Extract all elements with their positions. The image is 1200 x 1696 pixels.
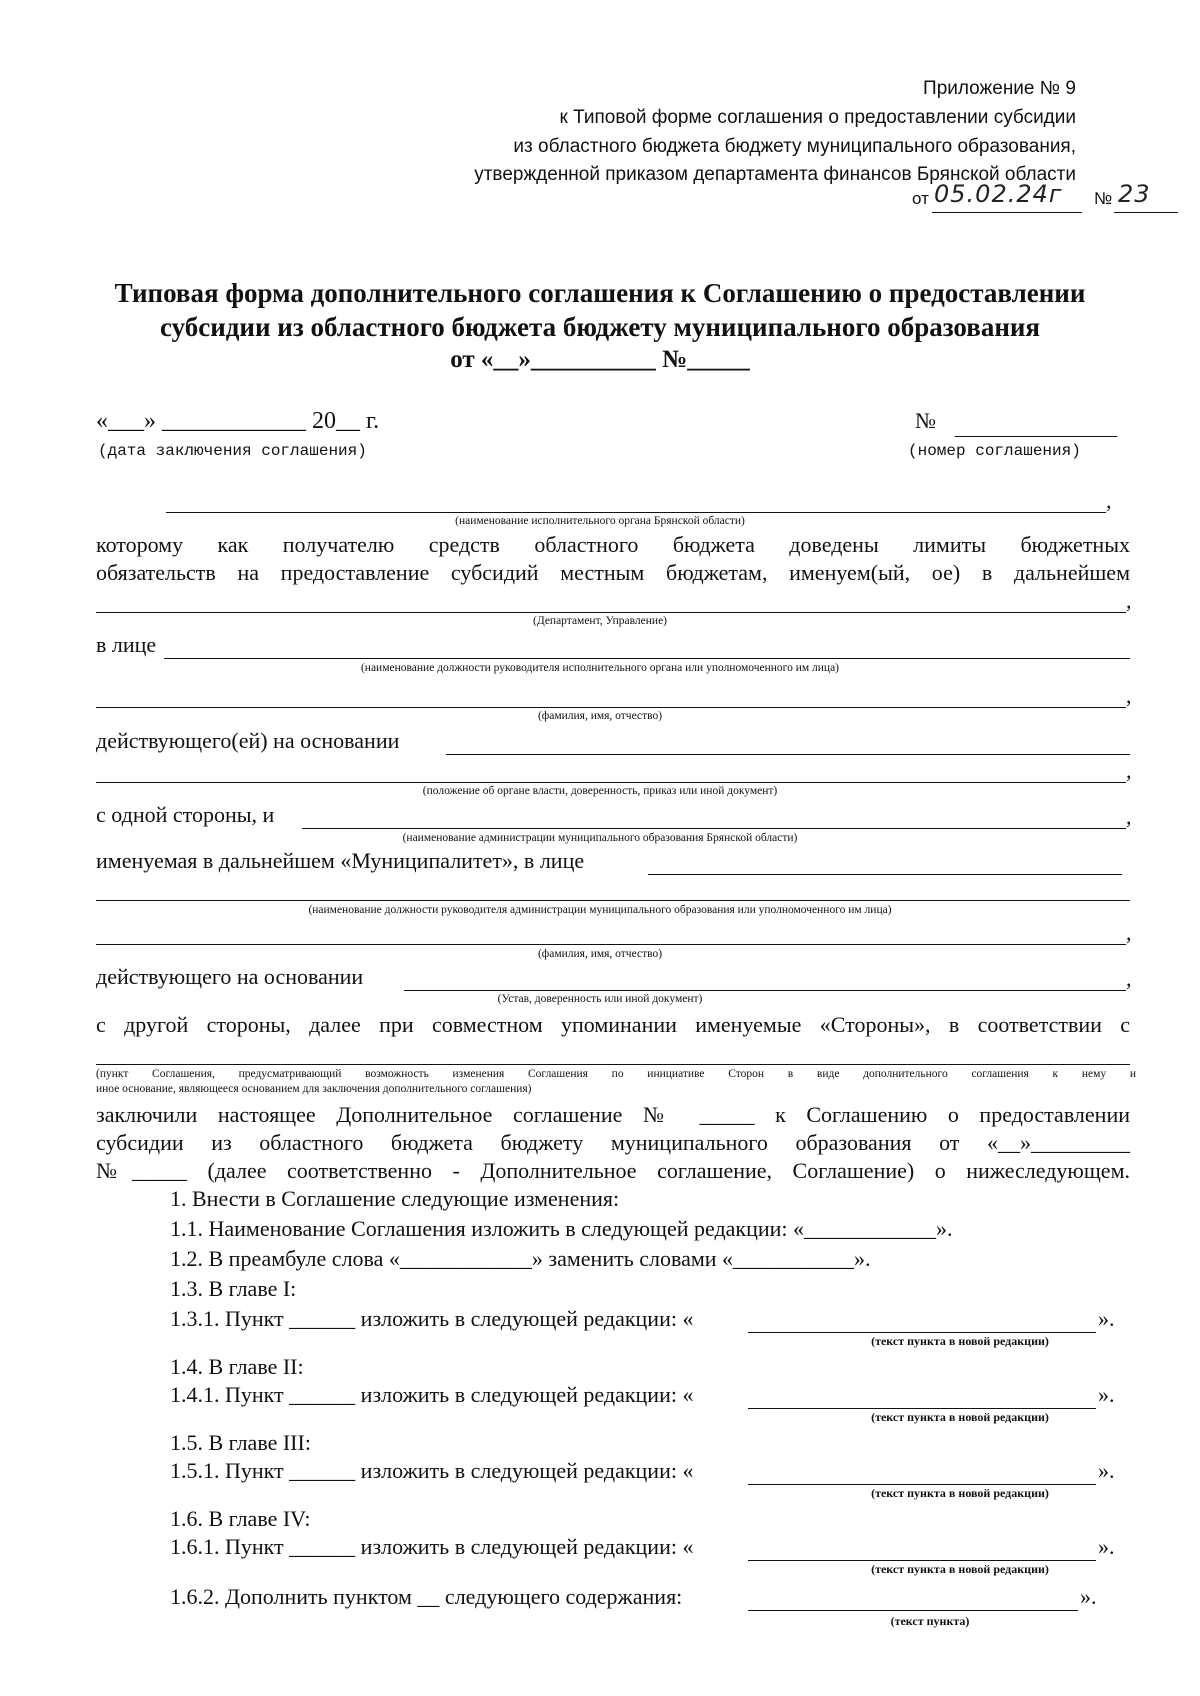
item-1-5-1: 1.5.1. Пункт ______ изложить в следующей редакции: « [170,1458,694,1483]
agreement-date-blank: «___» ____________ 20__ г. [96,408,380,434]
item-1-6-2-line [748,1610,1078,1611]
header-line-4: утвержденной приказом департамента финансов Брянской области [474,164,1076,185]
charter-line [404,990,1126,991]
item-1-6-1: 1.6.1. Пункт ______ изложить в следующей редакции: « [170,1534,694,1559]
item-1-6-1-close: ». [1098,1534,1115,1559]
item-1-4-1-line [748,1408,1096,1409]
item-1-4: 1.4. В главе II: [170,1354,304,1379]
clause-line [96,1064,1130,1065]
item-1-5-1-line [748,1484,1096,1485]
department-caption: (Департамент, Управление) [533,615,667,627]
agreement-number-caption: (номер соглашения) [908,442,1081,460]
agreement-date-caption: (дата заключения соглашения) [98,442,367,460]
fio-caption-1: (фамилия, имя, отчество) [537,710,663,722]
fio-line-1 [96,707,1126,708]
concluded-line-2: субсидии из областного бюджета бюджету муниципального образования от «__»_________ [96,1130,1130,1155]
order-date-line [932,212,1082,213]
item-1-3-1: 1.3.1. Пункт ______ изложить в следующей редакции: « [170,1306,694,1331]
item-1-4-1-caption: (текст пункта в новой редакции) [871,1410,1049,1424]
header-line-2: к Типовой форме соглашения о предоставлении субсидии [559,107,1076,128]
comma: , [1126,804,1132,829]
clause-caption-line-1: (пункт Соглашения, предусматривающий возможность изменения Соглашения по инициативе Сторон в виде дополнительного соглашения к нему и [96,1068,1136,1080]
item-1-3-1-line [748,1332,1096,1333]
position-line [164,658,1130,659]
comma: , [1126,683,1132,708]
item-1-6: 1.6. В главе IV: [170,1506,311,1531]
organ-name-caption: (наименование исполнительного органа Брянской области) [455,515,745,527]
admin-position-line-2 [96,900,1130,901]
fio-caption-2: (фамилия, имя, отчество) [537,948,663,960]
item-1-6-2-close: ». [1080,1584,1097,1609]
comma: , [1126,966,1132,991]
admin-position-line-1 [648,874,1122,875]
item-1-4-1-close: ». [1098,1382,1115,1407]
item-1-5-1-caption: (текст пункта в новой редакции) [871,1486,1049,1500]
fio-line-2 [96,944,1126,945]
administration-caption: (наименование администрации муниципального образования Брянской области) [402,832,798,844]
clause-caption-line-2: иное основание, являющееся основанием для заключения дополнительного соглашения) [96,1083,532,1095]
item-1-3: 1.3. В главе I: [170,1276,297,1301]
item-1-6-1-line [748,1560,1096,1561]
concluded-line-1: заключили настоящее Дополнительное соглашение № _____ к Соглашению о предоставлении [96,1102,1130,1127]
item-1-5-1-close: ». [1098,1458,1115,1483]
item-1-3-1-close: ». [1098,1306,1115,1331]
item-1-6-2: 1.6.2. Дополнить пунктом __ следующего содержания: [170,1584,683,1609]
comma: , [1106,488,1112,513]
paragraph-recipient-line-2: обязательств на предоставление субсидий местным бюджетам, именуем(ый, ое) в дальнейшем [96,560,1130,585]
position-caption: (наименование должности руководителя исполнительного органа или уполномоченного им лица) [360,662,840,674]
comma: , [1126,920,1132,945]
appendix-number: Приложение № 9 [923,78,1076,99]
order-number-prefix: № [1094,189,1113,208]
order-number-line [1114,212,1178,213]
item-1-1: 1.1. Наименование Соглашения изложить в следующей редакции: «____________». [170,1216,953,1241]
department-line [96,612,1126,613]
order-date-prefix: от [912,189,929,208]
order-number-handwritten: 23 [1118,180,1151,208]
document-title-line-3: от «__»__________ №_____ [450,346,750,373]
document-title-line-2: субсидии из областного бюджета бюджету муниципального образования [159,312,1041,342]
concluded-line-3: №_____ (далее соответственно - Дополнительное соглашение, Соглашение) о нижеследующем. [96,1158,1130,1183]
basis-line-1 [446,754,1130,755]
order-date-handwritten: 05.02.24г [934,180,1063,208]
organ-name-line [166,512,1106,513]
one-side-label: с одной стороны, и [96,802,275,827]
item-1-6-2-caption: (текст пункта) [890,1614,970,1628]
item-1-5: 1.5. В главе III: [170,1430,311,1455]
admin-position-caption: (наименование должности руководителя администрации муниципального образования или уполномоченного им лица) [308,904,892,916]
item-1-3-1-caption: (текст пункта в новой редакции) [871,1334,1049,1348]
item-1-4-1: 1.4.1. Пункт ______ изложить в следующей редакции: « [170,1382,694,1407]
item-1-6-1-caption: (текст пункта в новой редакции) [871,1562,1049,1576]
charter-caption: (Устав, доверенность или иной документ) [497,993,703,1005]
named-municipality-label: именуемая в дальнейшем «Муниципалитет», в лице [96,848,585,873]
paragraph-recipient-line-1: которому как получателю средств областного бюджета доведены лимиты бюджетных [96,532,1130,557]
other-side-paragraph: с другой стороны, далее при совместном упоминании именуемые «Стороны», в соответствии с [96,1012,1130,1037]
document-title-line-1: Типовая форма дополнительного соглашения к Соглашению о предоставлении [114,278,1086,308]
item-1-2: 1.2. В преамбуле слова «____________» заменить словами «___________». [170,1246,871,1271]
item-1: 1. Внести в Соглашение следующие изменения: [170,1186,620,1211]
acting-on-basis-label-2: действующего на основании [96,964,364,989]
comma: , [1126,758,1132,783]
in-person-label: в лице [96,632,157,657]
header-line-3: из областного бюджета бюджету муниципального образования, [513,136,1076,157]
acting-on-basis-label: действующего(ей) на основании [96,728,400,753]
comma: , [1126,588,1132,613]
agreement-number-line [955,436,1117,437]
basis-caption: (положение об органе власти, доверенность, приказ или иной документ) [422,785,778,797]
agreement-number-sign: № [915,408,936,433]
administration-line [302,828,1126,829]
basis-line-2 [96,782,1126,783]
